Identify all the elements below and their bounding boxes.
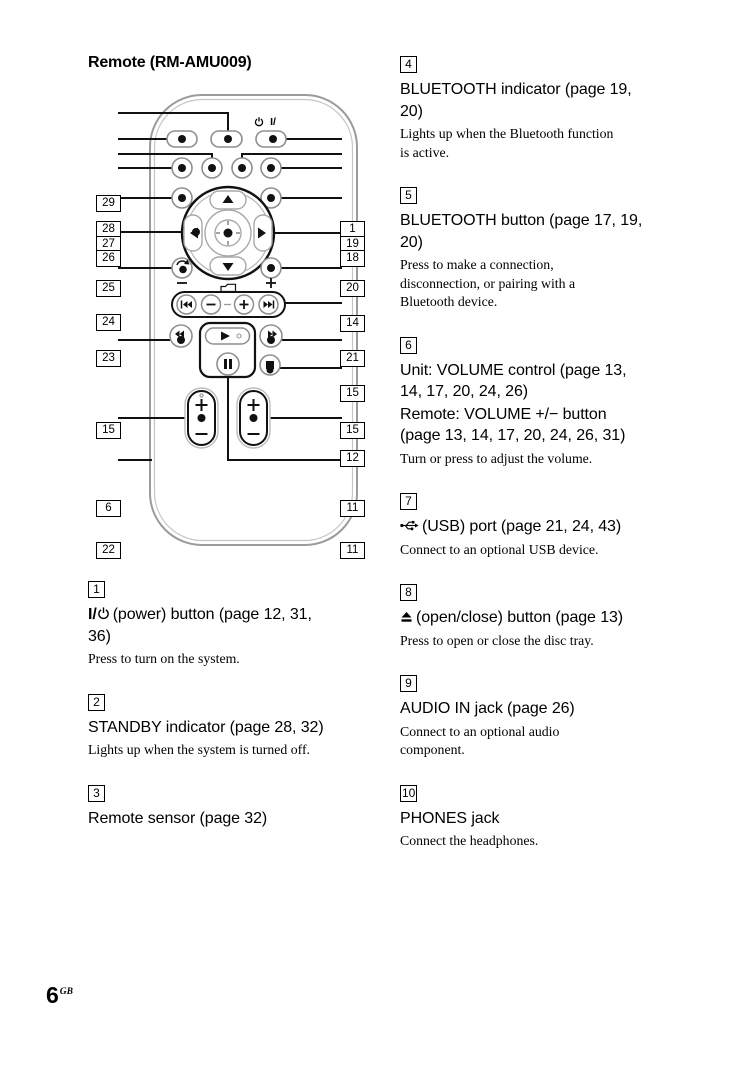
callout-28: 28 [96, 221, 121, 238]
section-number: 9 [400, 675, 417, 692]
page-number: $6^{GB}$ [46, 982, 73, 1008]
section-heading: PHONES jack [400, 809, 500, 827]
section-heading: BLUETOOTH button (page 17, 19, [400, 212, 643, 229]
callout-11-volume: 11 [340, 500, 365, 517]
section-number: 8 [400, 584, 417, 601]
section-desc: Press to make a connection, [400, 257, 554, 272]
section-desc: Lights up when the Bluetooth function [400, 126, 614, 141]
page-number-region-suffix: GB [59, 987, 73, 997]
section-heading-2: Remote: VOLUME +/− button [400, 405, 607, 423]
eject-icon [400, 610, 413, 623]
section-volume: 6 Unit: VOLUME control (page 13, 14, 17, 20, 24, 26) Remote: VOLUME +/− button (page 13, 14, 17, 20, 24, 26, 31) Turn or press to adjust the volume. [400, 336, 710, 469]
callout-23: 23 [96, 350, 121, 367]
power-icon [254, 116, 264, 127]
section-desc: Connect the headphones. [400, 833, 539, 848]
left-column [88, 580, 383, 853]
section-desc: Press to open or close the disc tray. [400, 632, 594, 648]
section-number: 6 [400, 337, 417, 354]
usb-icon [400, 519, 419, 532]
section-heading: I/ (power) button (page 12, 31, [88, 606, 312, 623]
callout-14: 14 [340, 315, 365, 332]
callout-15-tune: 15 [340, 385, 365, 402]
callout-19: 19 [340, 236, 365, 253]
section-desc: Connect to an optional USB device. [400, 541, 599, 557]
section-number: 5 [400, 187, 417, 204]
callout-1: 1 [340, 221, 365, 238]
callout-11-pause: 11 [340, 542, 365, 559]
section-heading: AUDIO IN jack (page 26) [400, 700, 575, 717]
power-icon [97, 606, 110, 620]
section-heading: STANDBY indicator (page 28, 32) [88, 718, 324, 736]
remote-illustration [88, 90, 378, 560]
callout-26: 26 [96, 250, 121, 267]
right-column [400, 55, 710, 875]
callout-21: 21 [340, 350, 365, 367]
section-power: 1 I/ (power) button (page 12, 31, 36) Press to turn on the system. [88, 580, 383, 669]
section-open-close [400, 583, 710, 650]
page-title: Remote (RM-AMU009) [88, 54, 252, 71]
section-desc: Turn or press to adjust the volume. [400, 450, 593, 466]
callout-18: 18 [340, 250, 365, 267]
callout-24: 24 [96, 314, 121, 331]
section-bt-button: 5 BLUETOOTH button (page 17, 19, 20) Press to make a connection, disconnection, or pairing with a Bluetooth device. [400, 186, 710, 312]
callout-6: 6 [96, 500, 121, 517]
section-heading: (open/close) button (page 13) [400, 607, 710, 629]
pause-icon [224, 359, 227, 369]
section-desc: Connect to an optional audio [400, 723, 560, 739]
section-number: 7 [400, 493, 417, 510]
callout-29: 29 [96, 195, 121, 212]
section-number: 2 [88, 694, 105, 711]
power-button-label: I/ [254, 116, 292, 128]
callout-25: 25 [96, 280, 121, 297]
section-desc: Press to turn on the system. [88, 651, 240, 666]
callout-22: 22 [96, 542, 121, 559]
section-heading: (USB) port (page 21, 24, 43) [400, 516, 710, 538]
section-number: 3 [88, 785, 105, 802]
callout-27: 27 [96, 236, 121, 253]
remote-diagram [88, 90, 378, 560]
section-number: 4 [400, 56, 417, 73]
section-remote-sensor [88, 784, 383, 830]
callout-12: 12 [340, 450, 365, 467]
section-heading: Remote sensor (page 32) [88, 809, 268, 827]
section-number: 10 [402, 785, 416, 800]
section-bt-indicator: 4 BLUETOOTH indicator (page 19, 20) Lights up when the Bluetooth function is active. [400, 55, 710, 162]
section-audio-in: 9 AUDIO IN jack (page 26) Connect to an optional audio component. [400, 674, 710, 760]
section-standby [88, 693, 383, 760]
section-number: 1 [88, 581, 105, 598]
callout-15-next: 15 [340, 422, 365, 439]
pause-button [217, 353, 239, 375]
section-heading: Unit: VOLUME control (page 13, [400, 361, 627, 379]
callout-20: 20 [340, 280, 365, 297]
section-heading: BLUETOOTH indicator (page 19, [400, 81, 632, 98]
callout-15-prev: 15 [96, 422, 121, 439]
section-usb [400, 492, 710, 559]
section-phones [400, 784, 710, 851]
section-desc: Lights up when the system is turned off. [88, 742, 311, 757]
